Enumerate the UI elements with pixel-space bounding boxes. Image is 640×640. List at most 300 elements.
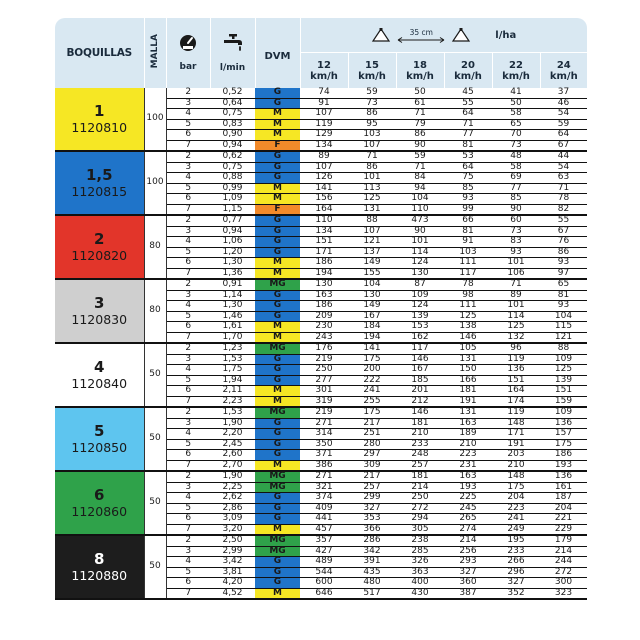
lha-value: 117	[396, 343, 444, 354]
header-lha: l/ha	[495, 29, 517, 41]
table-row	[55, 343, 587, 354]
dvm-badge: M	[255, 109, 300, 120]
lha-value: 272	[540, 567, 587, 578]
lha-value: 266	[492, 557, 540, 568]
lha-value: 87	[396, 279, 444, 290]
nozzle-cell	[55, 88, 144, 151]
flow-lmin: 2,62	[210, 493, 255, 504]
flow-lmin: 0,64	[210, 98, 255, 109]
lha-value: 151	[300, 237, 348, 248]
lha-value: 309	[348, 460, 396, 471]
lha-value: 76	[540, 237, 587, 248]
pressure-bar: 7	[166, 140, 210, 151]
lha-value: 164	[492, 386, 540, 397]
lha-value: 151	[540, 386, 587, 397]
pressure-bar: 5	[166, 183, 210, 194]
pressure-bar: 3	[166, 546, 210, 557]
flow-lmin: 0,91	[210, 279, 255, 290]
dvm-badge: M	[255, 268, 300, 279]
pressure-bar: 3	[166, 418, 210, 429]
lha-value: 148	[492, 418, 540, 429]
lha-value: 73	[492, 226, 540, 237]
dvm-badge: G	[255, 226, 300, 237]
dvm-badge: MG	[255, 343, 300, 354]
lha-value: 271	[300, 418, 348, 429]
flow-lmin: 1,23	[210, 343, 255, 354]
faucet-icon	[222, 33, 244, 53]
lha-value: 371	[300, 450, 348, 461]
malla-cell	[144, 407, 166, 471]
lha-value: 223	[444, 450, 492, 461]
lha-value: 139	[540, 375, 587, 386]
lha-value: 94	[396, 183, 444, 194]
lha-value: 323	[540, 588, 587, 599]
lha-value: 386	[300, 460, 348, 471]
flow-lmin: 2,70	[210, 460, 255, 471]
pressure-bar: 3	[166, 162, 210, 173]
lha-value: 194	[300, 268, 348, 279]
table-row	[55, 151, 587, 162]
lha-value: 223	[492, 503, 540, 514]
lha-value: 435	[348, 567, 396, 578]
lha-value: 159	[540, 396, 587, 407]
lha-value: 124	[396, 258, 444, 269]
nozzle-code: 1120820	[71, 248, 128, 263]
lha-value: 134	[300, 226, 348, 237]
lha-value: 185	[396, 375, 444, 386]
pressure-bar: 2	[166, 279, 210, 290]
lha-value: 164	[300, 204, 348, 215]
lha-value: 119	[492, 407, 540, 418]
lha-value: 88	[540, 343, 587, 354]
lha-value: 65	[492, 119, 540, 130]
table-row	[55, 215, 587, 226]
lha-value: 319	[300, 396, 348, 407]
dvm-badge: M	[255, 460, 300, 471]
lha-value: 257	[348, 482, 396, 493]
lha-value: 189	[444, 429, 492, 440]
lha-value: 75	[444, 173, 492, 184]
lha-value: 167	[396, 365, 444, 376]
lha-value: 280	[348, 439, 396, 450]
lha-value: 37	[540, 88, 587, 98]
header-speed-12	[300, 53, 348, 89]
double-arrow-icon	[397, 37, 445, 43]
flow-lmin: 1,53	[210, 407, 255, 418]
lha-value: 64	[444, 162, 492, 173]
lha-value: 90	[396, 226, 444, 237]
header-boquillas: BOQUILLAS	[55, 18, 144, 88]
lha-value: 134	[300, 140, 348, 151]
pressure-bar: 6	[166, 258, 210, 269]
lha-value: 59	[348, 88, 396, 98]
speed-value: 18	[413, 59, 427, 71]
lha-value: 141	[348, 343, 396, 354]
header-bar: bar	[166, 18, 210, 88]
lha-value: 70	[492, 130, 540, 141]
malla-value: 80	[149, 241, 161, 252]
lha-value: 171	[300, 247, 348, 258]
lha-value: 212	[396, 396, 444, 407]
lha-value: 285	[396, 546, 444, 557]
lha-value: 251	[348, 429, 396, 440]
speed-unit: km/h	[502, 70, 530, 82]
header-dvm: DVM	[255, 18, 300, 88]
lha-value: 107	[348, 226, 396, 237]
lha-value: 249	[492, 524, 540, 535]
lha-value: 55	[540, 215, 587, 226]
lha-value: 109	[540, 354, 587, 365]
lha-value: 71	[540, 183, 587, 194]
lha-value: 88	[348, 215, 396, 226]
lha-value: 363	[396, 567, 444, 578]
lha-value: 119	[300, 119, 348, 130]
lha-value: 193	[540, 460, 587, 471]
lha-value: 61	[396, 98, 444, 109]
pressure-bar: 4	[166, 429, 210, 440]
malla-cell	[144, 151, 166, 215]
flow-lmin: 1,70	[210, 332, 255, 343]
lha-value: 241	[348, 386, 396, 397]
lha-value: 84	[396, 173, 444, 184]
lha-value: 107	[300, 109, 348, 120]
nozzle-code: 1120850	[71, 440, 128, 455]
lha-value: 163	[300, 290, 348, 301]
lha-value: 248	[396, 450, 444, 461]
pressure-bar: 2	[166, 151, 210, 162]
lha-value: 241	[492, 514, 540, 525]
malla-value: 80	[149, 305, 161, 316]
lha-value: 93	[492, 247, 540, 258]
lha-value: 58	[492, 162, 540, 173]
lha-value: 274	[444, 524, 492, 535]
nozzle-cell	[55, 151, 144, 215]
header-malla: MALLA	[144, 18, 166, 88]
flow-lmin: 1,30	[210, 258, 255, 269]
header-speed-20	[444, 53, 492, 89]
lha-value: 299	[348, 493, 396, 504]
speed-value: 12	[317, 59, 331, 71]
lha-value: 163	[444, 471, 492, 482]
dvm-badge: M	[255, 130, 300, 141]
malla-cell	[144, 279, 166, 343]
nozzle-cell	[55, 535, 144, 599]
lha-value: 327	[348, 503, 396, 514]
pressure-bar: 5	[166, 311, 210, 322]
lha-value: 114	[492, 311, 540, 322]
flow-lmin: 0,62	[210, 151, 255, 162]
lha-value: 210	[396, 429, 444, 440]
lha-value: 327	[492, 578, 540, 589]
dvm-badge: M	[255, 183, 300, 194]
dvm-badge: M	[255, 524, 300, 535]
pressure-bar: 5	[166, 567, 210, 578]
lha-value: 141	[300, 183, 348, 194]
header-speed-15	[348, 53, 396, 89]
lha-value: 125	[540, 365, 587, 376]
pressure-bar: 3	[166, 226, 210, 237]
flow-lmin: 0,83	[210, 119, 255, 130]
lha-value: 93	[540, 258, 587, 269]
nozzle-spray-icon	[451, 28, 471, 42]
lha-value: 184	[348, 322, 396, 333]
header-spray-spacing	[300, 18, 587, 53]
nozzle-number: 8	[94, 550, 105, 568]
flow-lmin: 1,14	[210, 290, 255, 301]
lha-value: 400	[396, 578, 444, 589]
nozzle-code: 1120880	[71, 568, 128, 583]
lha-value: 600	[300, 578, 348, 589]
pressure-bar: 2	[166, 535, 210, 546]
lha-value: 201	[396, 386, 444, 397]
lha-value: 71	[492, 279, 540, 290]
pressure-bar: 5	[166, 119, 210, 130]
flow-lmin: 0,75	[210, 109, 255, 120]
pressure-bar: 7	[166, 332, 210, 343]
lha-value: 64	[444, 109, 492, 120]
dvm-badge: G	[255, 237, 300, 248]
lha-value: 219	[300, 354, 348, 365]
flow-lmin: 0,90	[210, 130, 255, 141]
flow-lmin: 2,86	[210, 503, 255, 514]
lha-value: 250	[396, 493, 444, 504]
dvm-badge: MG	[255, 546, 300, 557]
lha-value: 305	[396, 524, 444, 535]
lha-value: 387	[444, 588, 492, 599]
lha-value: 55	[444, 98, 492, 109]
lha-value: 44	[540, 151, 587, 162]
table-row	[55, 535, 587, 546]
lha-value: 65	[540, 279, 587, 290]
pressure-bar: 6	[166, 194, 210, 205]
lha-value: 430	[396, 588, 444, 599]
lha-value: 101	[492, 258, 540, 269]
flow-lmin: 2,25	[210, 482, 255, 493]
lha-value: 489	[300, 557, 348, 568]
lha-value: 114	[396, 247, 444, 258]
lha-value: 300	[540, 578, 587, 589]
flow-lmin: 2,99	[210, 546, 255, 557]
lha-value: 50	[492, 98, 540, 109]
dvm-badge: G	[255, 173, 300, 184]
pressure-bar: 6	[166, 514, 210, 525]
nozzle-code: 1120815	[71, 184, 128, 199]
lha-value: 132	[492, 332, 540, 343]
lha-value: 409	[300, 503, 348, 514]
dvm-badge: G	[255, 514, 300, 525]
flow-lmin: 4,20	[210, 578, 255, 589]
lha-value: 125	[492, 322, 540, 333]
speed-value: 24	[556, 59, 571, 71]
flow-lmin: 1,46	[210, 311, 255, 322]
dvm-badge: M	[255, 194, 300, 205]
lha-value: 204	[492, 493, 540, 504]
lha-value: 78	[540, 194, 587, 205]
lha-value: 113	[348, 183, 396, 194]
lha-value: 161	[540, 482, 587, 493]
lha-value: 119	[492, 354, 540, 365]
lha-value: 64	[540, 130, 587, 141]
dvm-badge: F	[255, 204, 300, 215]
dvm-badge: G	[255, 429, 300, 440]
lha-value: 301	[300, 386, 348, 397]
dvm-badge: G	[255, 354, 300, 365]
lha-value: 125	[444, 311, 492, 322]
lha-value: 54	[540, 109, 587, 120]
flow-lmin: 2,11	[210, 386, 255, 397]
flow-lmin: 1,09	[210, 194, 255, 205]
lha-value: 86	[348, 162, 396, 173]
dvm-badge: MG	[255, 535, 300, 546]
lha-value: 106	[492, 268, 540, 279]
pressure-bar: 7	[166, 460, 210, 471]
lha-value: 257	[396, 460, 444, 471]
lha-value: 89	[300, 151, 348, 162]
lha-value: 244	[540, 557, 587, 568]
lha-value: 82	[540, 204, 587, 215]
pressure-bar: 3	[166, 290, 210, 301]
flow-lmin: 0,75	[210, 162, 255, 173]
lha-value: 79	[396, 119, 444, 130]
nozzle-spray-icon	[371, 28, 391, 42]
pressure-bar: 7	[166, 268, 210, 279]
nozzle-table-container	[55, 18, 587, 626]
flow-lmin: 1,75	[210, 365, 255, 376]
lha-value: 66	[444, 215, 492, 226]
lha-value: 130	[300, 279, 348, 290]
speed-unit: km/h	[549, 70, 578, 82]
lha-value: 41	[492, 88, 540, 98]
lha-value: 217	[348, 418, 396, 429]
lha-value: 217	[348, 471, 396, 482]
pressure-bar: 4	[166, 109, 210, 120]
lha-value: 149	[348, 301, 396, 312]
lha-value: 50	[396, 88, 444, 98]
lha-value: 256	[444, 546, 492, 557]
lha-value: 156	[300, 194, 348, 205]
flow-lmin: 0,99	[210, 183, 255, 194]
flow-lmin: 3,42	[210, 557, 255, 568]
lha-value: 167	[348, 311, 396, 322]
lha-value: 125	[348, 194, 396, 205]
nozzle-code: 1120810	[71, 120, 128, 135]
lha-value: 146	[396, 354, 444, 365]
dvm-badge: M	[255, 396, 300, 407]
dvm-badge: G	[255, 375, 300, 386]
dvm-badge: MG	[255, 471, 300, 482]
flow-lmin: 1,94	[210, 375, 255, 386]
pressure-bar: 2	[166, 407, 210, 418]
lha-value: 250	[300, 365, 348, 376]
lha-value: 473	[396, 215, 444, 226]
flow-lmin: 0,88	[210, 173, 255, 184]
lha-value: 350	[300, 439, 348, 450]
lha-value: 107	[300, 162, 348, 173]
lha-value: 71	[444, 119, 492, 130]
lha-value: 89	[492, 290, 540, 301]
dvm-badge: MG	[255, 407, 300, 418]
lha-value: 93	[540, 301, 587, 312]
dvm-badge: G	[255, 247, 300, 258]
flow-lmin: 3,20	[210, 524, 255, 535]
dvm-badge: G	[255, 439, 300, 450]
lha-value: 342	[348, 546, 396, 557]
lha-value: 81	[540, 290, 587, 301]
pressure-bar: 4	[166, 493, 210, 504]
lha-value: 176	[300, 343, 348, 354]
lha-value: 104	[540, 311, 587, 322]
lha-value: 360	[444, 578, 492, 589]
lha-value: 91	[444, 237, 492, 248]
lha-value: 86	[396, 130, 444, 141]
lha-value: 131	[444, 407, 492, 418]
lha-value: 137	[348, 247, 396, 258]
lha-value: 124	[396, 301, 444, 312]
lha-value: 74	[300, 88, 348, 98]
nozzle-cell	[55, 343, 144, 407]
lha-value: 191	[492, 439, 540, 450]
lha-value: 73	[348, 98, 396, 109]
lha-value: 441	[300, 514, 348, 525]
malla-value: 50	[149, 433, 161, 444]
lha-value: 77	[492, 183, 540, 194]
lha-value: 121	[540, 332, 587, 343]
dvm-badge: G	[255, 88, 300, 98]
lha-value: 53	[444, 151, 492, 162]
nozzle-code: 1120860	[71, 504, 128, 519]
flow-lmin: 1,30	[210, 301, 255, 312]
lha-value: 203	[492, 450, 540, 461]
nozzle-number: 1,5	[85, 166, 113, 184]
lha-value: 67	[540, 140, 587, 151]
lha-value: 45	[444, 88, 492, 98]
lha-value: 91	[300, 98, 348, 109]
flow-lmin: 0,52	[210, 88, 255, 98]
nozzle-number: 2	[94, 230, 105, 248]
lha-value: 271	[300, 471, 348, 482]
lha-value: 357	[300, 535, 348, 546]
flow-lmin: 1,90	[210, 471, 255, 482]
lha-value: 59	[540, 119, 587, 130]
pressure-bar: 5	[166, 439, 210, 450]
flow-lmin: 1,15	[210, 204, 255, 215]
flow-lmin: 2,60	[210, 450, 255, 461]
pressure-bar: 5	[166, 375, 210, 386]
pressure-bar: 4	[166, 173, 210, 184]
dvm-badge: G	[255, 151, 300, 162]
lha-value: 58	[492, 109, 540, 120]
flow-lmin: 1,53	[210, 354, 255, 365]
lha-value: 77	[444, 130, 492, 141]
lha-value: 71	[396, 162, 444, 173]
dvm-badge: M	[255, 332, 300, 343]
dvm-badge: G	[255, 365, 300, 376]
lha-value: 166	[444, 375, 492, 386]
lha-value: 195	[492, 535, 540, 546]
lha-value: 63	[540, 173, 587, 184]
pressure-bar: 6	[166, 386, 210, 397]
dvm-badge: G	[255, 450, 300, 461]
flow-lmin: 0,94	[210, 140, 255, 151]
lha-value: 265	[444, 514, 492, 525]
lha-value: 391	[348, 557, 396, 568]
lha-value: 231	[444, 460, 492, 471]
lha-value: 222	[348, 375, 396, 386]
malla-value: 100	[146, 177, 164, 188]
lha-value: 457	[300, 524, 348, 535]
header-lmin: l/min	[210, 18, 255, 88]
speed-unit: km/h	[358, 70, 386, 82]
